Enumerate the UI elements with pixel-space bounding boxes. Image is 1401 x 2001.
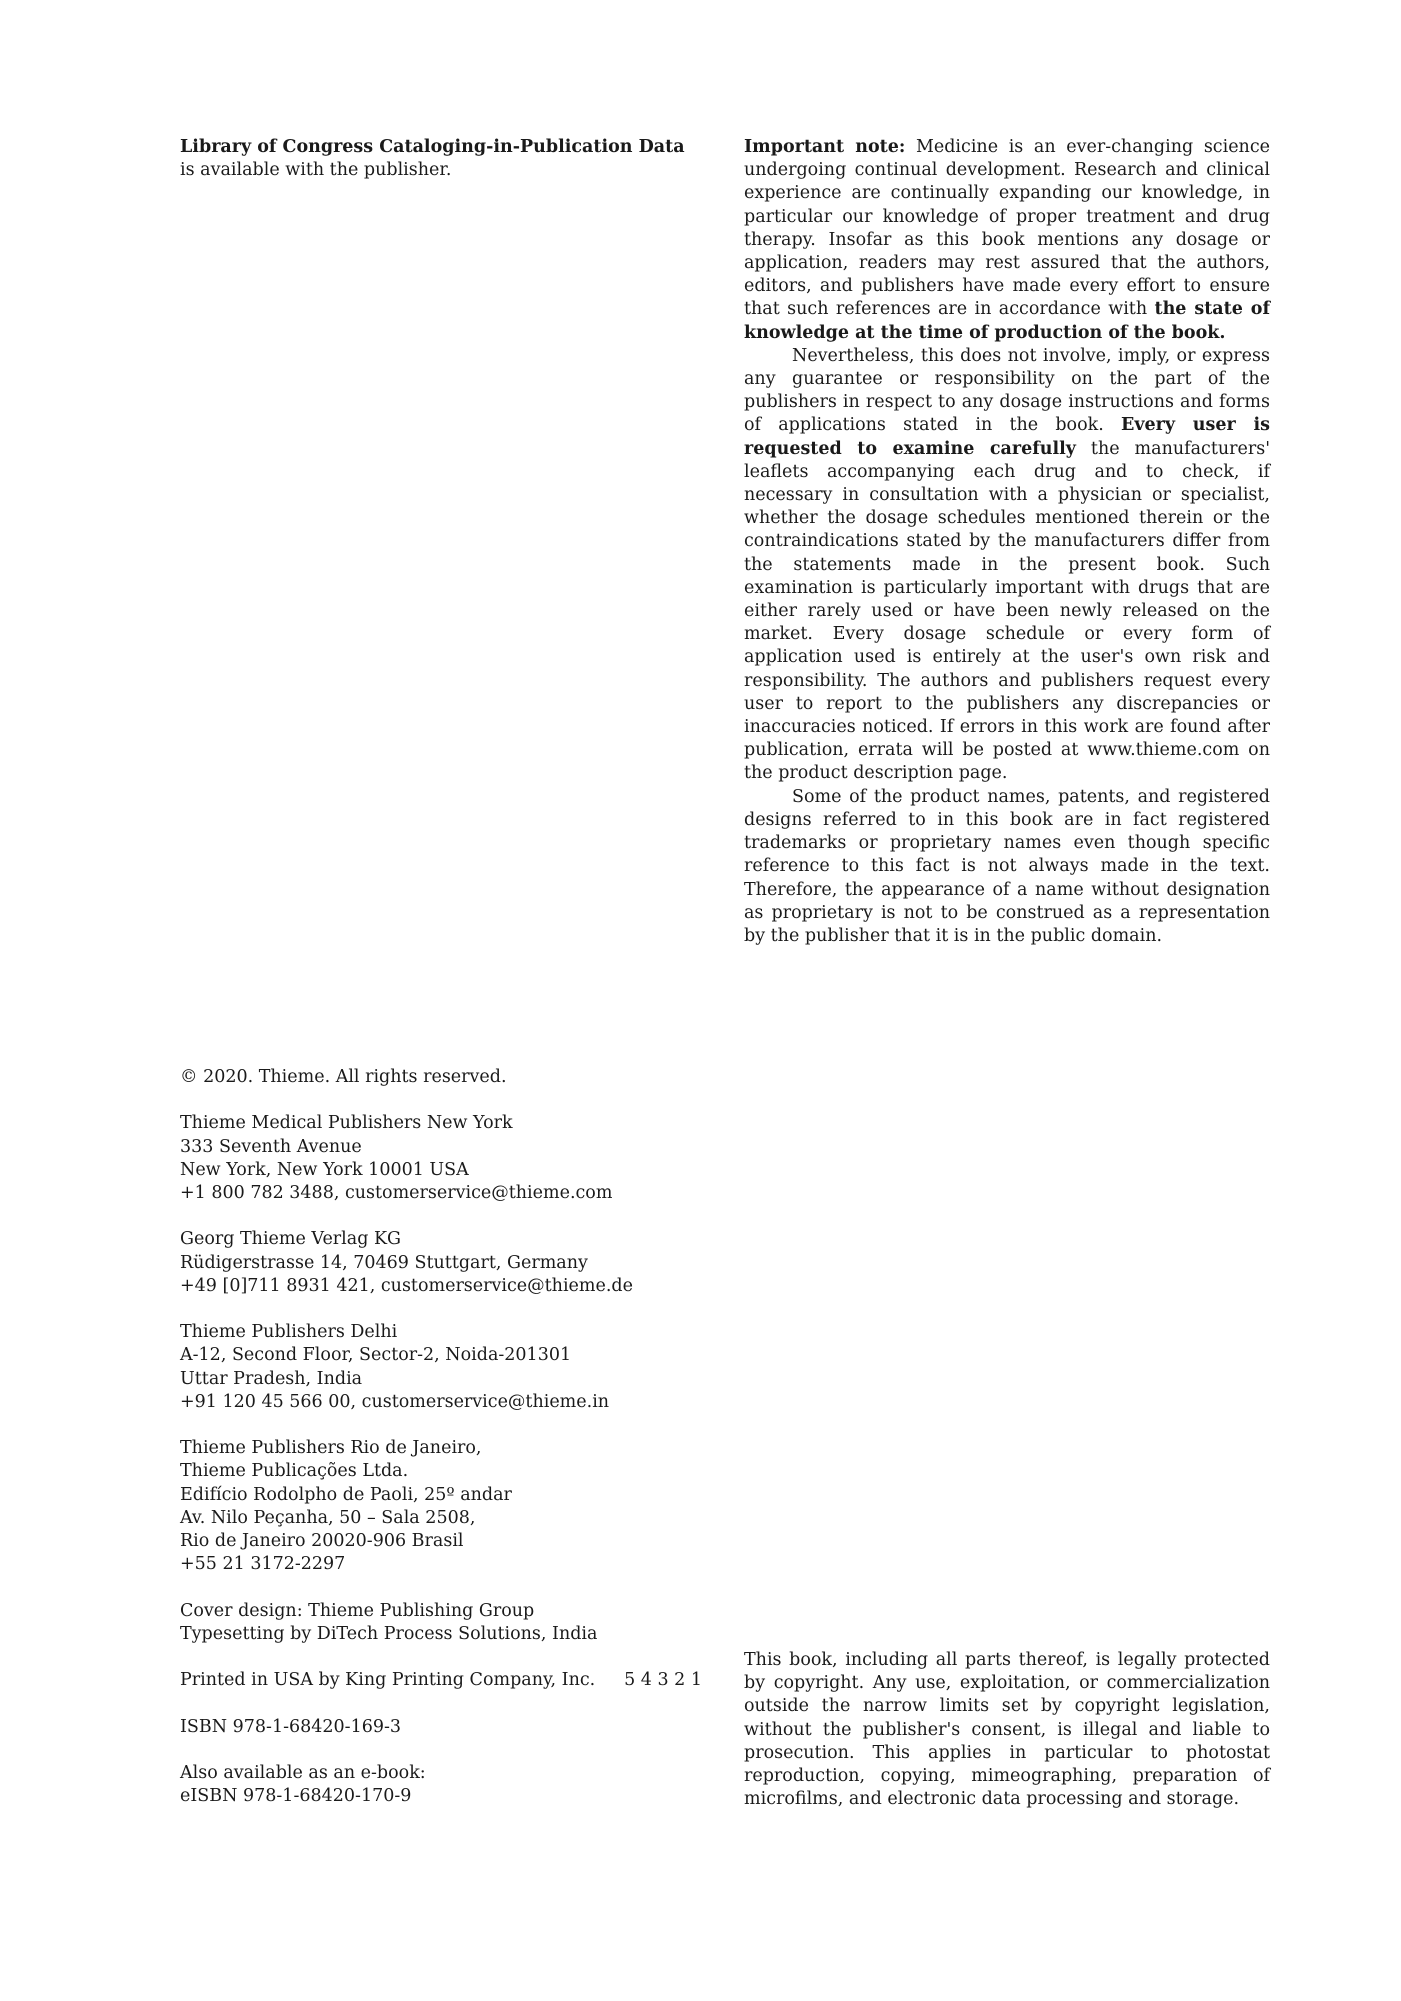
printing-line: 5 4 3 2 1	[624, 1670, 702, 1691]
cip-paragraph	[180, 136, 702, 182]
note-paragraph-2	[744, 345, 1270, 786]
copyright-text: © 2020. Thieme. All rights reserved.	[180, 1067, 507, 1087]
note-p1-text-a: Medicine is an ever-changing science undergoing continual development. Research and clinical experience are continually expanding our knowledge, in particular our knowledge of proper treatment and drug therapy. Insofar as this book mentions any dosage or application, readers may rest assured that the authors, editors, and publishers have made every effort to ensure that such references are in accordance with	[744, 137, 1270, 320]
printed-in	[180, 1669, 702, 1692]
office-line: New York, New York 10001 USA	[180, 1159, 469, 1180]
office-new-york	[180, 1112, 702, 1205]
office-line: Thieme Medical Publishers New York	[180, 1113, 513, 1134]
office-line: Rio de Janeiro 20020-906 Brasil	[180, 1531, 464, 1551]
note-p1-bold: the state of knowledge at the time of production of the book.	[744, 299, 1270, 343]
office-line: Thieme Publishers Rio de Janeiro,	[180, 1438, 482, 1459]
office-line: A-12, Second Floor, Sector-2, Noida-201301	[180, 1345, 572, 1366]
isbn-text: ISBN 978-1-68420-169-3	[180, 1716, 402, 1737]
note-p2-text-b: the manufacturers' leaflets accompanying each drug and to check, if necessary in consultation with a physician or specialist, whether the dosage schedules mentioned therein or the contraindications stated by the manufacturers differ from the statements made in the present book. Such examination is particularly important with drugs that are either rarely used or have been newly released on the market. Every dosage schedule or every form of application used is entirely at the user's own risk and responsibility. The authors and publishers request every user to report to the publishers any discrepancies or inaccuracies noticed. If errors in this work are found after publication, errata will be posted at www.thieme.com on the product description page.	[744, 438, 1271, 784]
credit-line: Cover design: Thieme Publishing Group	[180, 1600, 535, 1621]
office-line: Thieme Publicações Ltda.	[180, 1461, 409, 1482]
office-line: +91 120 45 566 00, customerservice@thieme.in	[180, 1391, 610, 1412]
imprint-block	[180, 1066, 702, 1832]
legal-paragraph: This book, including all parts thereof, is legally protected by copyright. Any use, exploitation, or commercialization outside the narrow limits set by copyright legislation, without the publisher's consent, is illegal and liable to prosecution. This applies in particular to photostat reproduction, copying, mimeographing, preparation of microfilms, and electronic data processing and storage.	[744, 1650, 1270, 1810]
office-line: +1 800 782 3488, customerservice@thieme.com	[180, 1183, 613, 1203]
office-line: +55 21 3172-2297	[180, 1554, 346, 1575]
legal-notice	[744, 1649, 1270, 1811]
cip-bold-label: Library of Congress Cataloging-in-Publication Data	[180, 137, 685, 157]
office-line: Rüdigerstrasse 14, 70469 Stuttgart, Germany	[180, 1252, 588, 1273]
office-line: Uttar Pradesh, India	[180, 1368, 363, 1389]
printed-text: Printed in USA by King Printing Company, Inc.	[180, 1670, 596, 1691]
ebook-line: eISBN 978-1-68420-170-9	[180, 1786, 412, 1807]
note-p2-bold: Every user is requested to examine carefully	[744, 415, 1270, 459]
cip-notice	[180, 136, 702, 182]
copyright-line	[180, 1066, 702, 1089]
office-line: Thieme Publishers Delhi	[180, 1322, 398, 1343]
note-paragraph-3: Some of the product names, patents, and registered designs referred to in this book are in fact registered trademarks or proprietary names even though specific reference to this fact is not always made in the text. Therefore, the appearance of a name without designation as proprietary is not to be construed as a representation by the publisher that it is in the public domain.	[744, 786, 1270, 946]
office-line: Georg Thieme Verlag KG	[180, 1229, 402, 1250]
credits	[180, 1600, 702, 1646]
office-stuttgart	[180, 1228, 702, 1298]
note-label: Important note:	[744, 137, 906, 157]
important-note	[744, 136, 1270, 948]
ebook-line: Also available as an e-book:	[180, 1762, 426, 1783]
credit-line: Typesetting by DiTech Process Solutions, India	[180, 1623, 598, 1644]
office-line: 333 Seventh Avenue	[180, 1136, 362, 1157]
ebook-info	[180, 1762, 702, 1808]
office-line: Edifício Rodolpho de Paoli, 25º andar	[180, 1484, 512, 1505]
office-line: Av. Nilo Peçanha, 50 – Sala 2508,	[180, 1507, 476, 1528]
note-paragraph-1	[744, 136, 1270, 345]
office-rio	[180, 1437, 702, 1576]
office-line: +49 [0]711 8931 421, customerservice@thieme.de	[180, 1275, 633, 1296]
cip-text: is available with the publisher.	[180, 160, 452, 181]
isbn	[180, 1716, 702, 1739]
note-p2-text-a: Nevertheless, this does not involve, imply, or express any guarantee or responsibility on the part of the publishers in respect to any dosage instructions and forms of applications stated in the book.	[744, 345, 1270, 436]
office-delhi	[180, 1321, 702, 1414]
